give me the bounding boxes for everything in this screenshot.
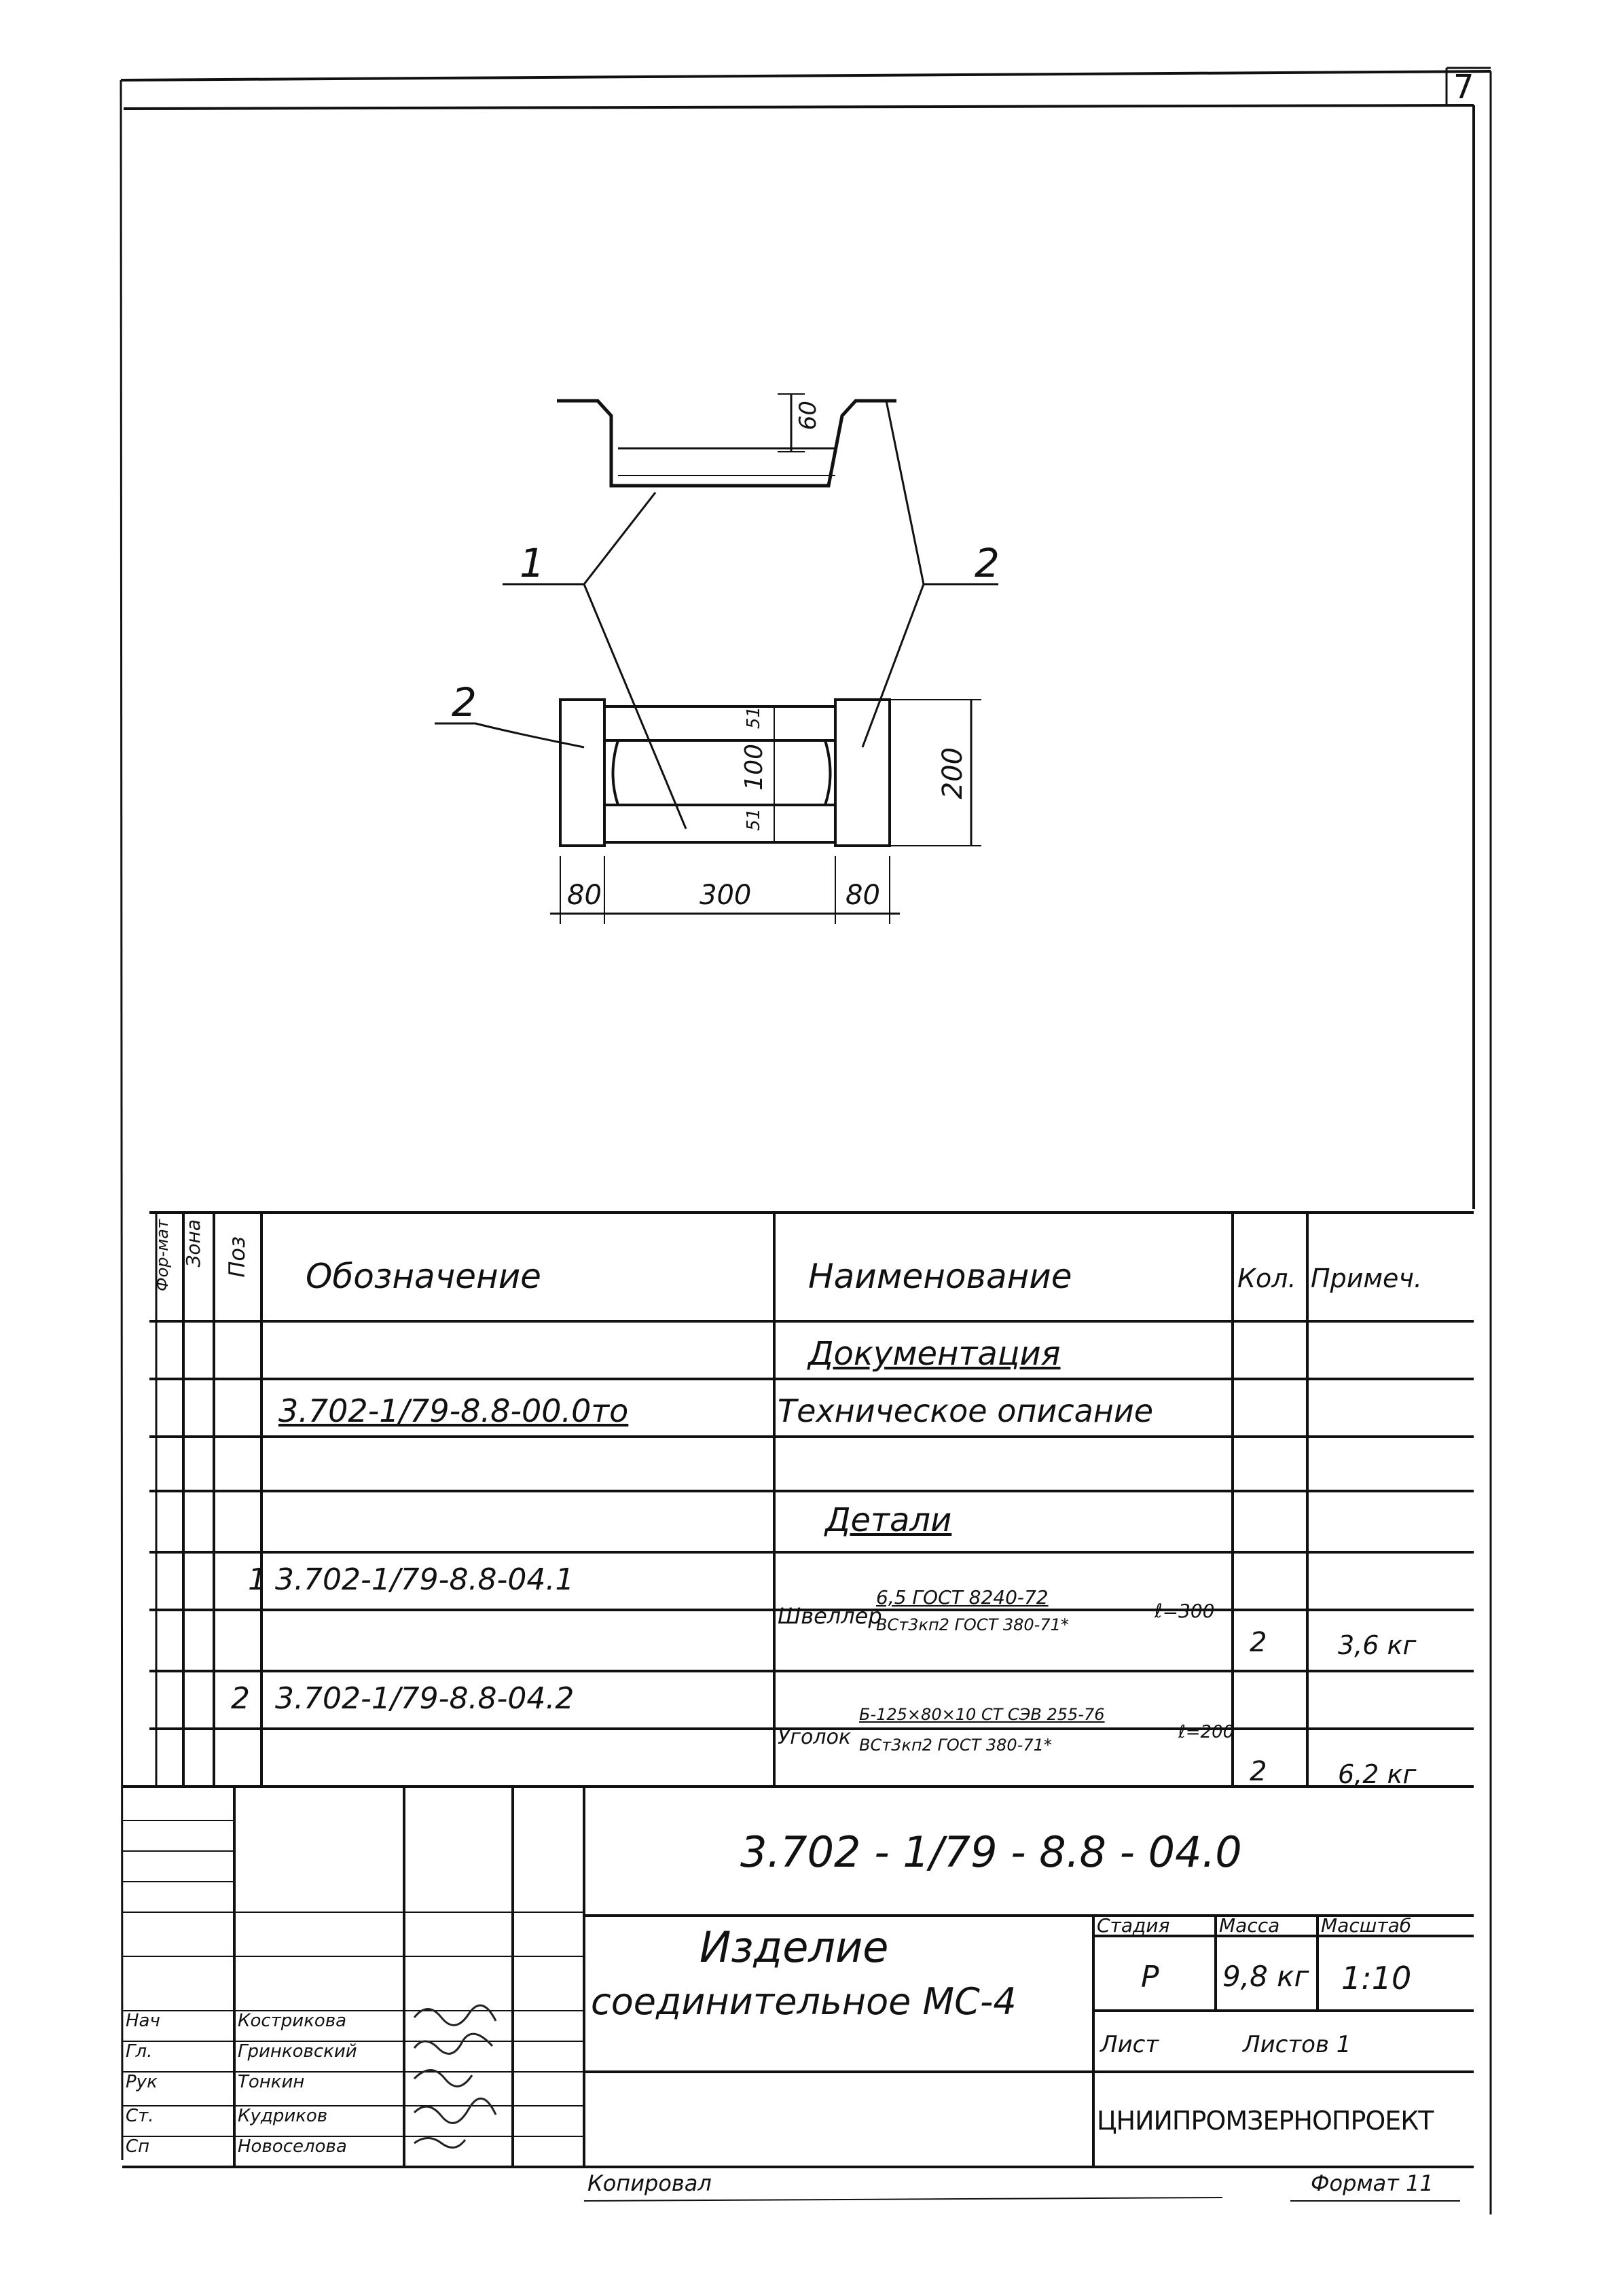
sig-role-3: Рук bbox=[126, 2072, 158, 2092]
dim-flange-height: 60 bbox=[795, 401, 822, 431]
product-name-line2: соединительное МС-4 bbox=[591, 1980, 1017, 2023]
sheet-label: Лист bbox=[1100, 2031, 1159, 2058]
sheets-label: Листов 1 bbox=[1243, 2031, 1351, 2058]
header-qty: Кол. bbox=[1237, 1263, 1296, 1293]
stage-value: Р bbox=[1141, 1960, 1159, 1994]
sig-name-3: Тонкин bbox=[238, 2072, 305, 2092]
header-format: Фор-мат bbox=[153, 1219, 172, 1292]
scale-label: Масштаб bbox=[1321, 1914, 1412, 1937]
mass-label: Масса bbox=[1219, 1914, 1280, 1937]
header-name: Наименование bbox=[808, 1257, 1072, 1296]
row1-designation: 3.702-1/79-8.8-04.1 bbox=[275, 1562, 575, 1597]
section-documentation: Документация bbox=[808, 1335, 1061, 1373]
callout-2-left: 2 bbox=[452, 679, 477, 725]
header-zone: Зона bbox=[182, 1219, 204, 1268]
sig-role-1: Нач bbox=[126, 2011, 160, 2031]
row1-name-prefix: Швеллер bbox=[778, 1603, 882, 1629]
row2-name-bottom: ВСт3кп2 ГОСТ 380-71* bbox=[859, 1736, 1052, 1755]
sig-name-1: Кострикова bbox=[238, 2011, 347, 2031]
row1-qty: 2 bbox=[1250, 1627, 1267, 1658]
sheet-number: 7 bbox=[1453, 68, 1474, 106]
sig-role-5: Сп bbox=[126, 2136, 150, 2157]
sig-name-4: Кудриков bbox=[238, 2106, 328, 2126]
doc-code: 3.702 - 1/79 - 8.8 - 04.0 bbox=[740, 1827, 1242, 1877]
row1-name-suffix: ℓ=300 bbox=[1155, 1600, 1215, 1622]
sig-role-4: Ст. bbox=[126, 2106, 154, 2126]
mass-value: 9,8 кг bbox=[1222, 1960, 1309, 1993]
sig-name-2: Гринковский bbox=[238, 2041, 357, 2062]
stage-label: Стадия bbox=[1097, 1914, 1170, 1937]
dim-small-bottom: 51 bbox=[744, 808, 764, 831]
row1-name-bottom: ВСт3кп2 ГОСТ 380-71* bbox=[876, 1615, 1069, 1634]
dim-left-part: 80 bbox=[567, 880, 602, 911]
row-doc-designation: 3.702-1/79-8.8-00.0то bbox=[278, 1393, 629, 1429]
row2-designation: 3.702-1/79-8.8-04.2 bbox=[275, 1681, 575, 1716]
sig-role-2: Гл. bbox=[126, 2041, 153, 2062]
callout-1: 1 bbox=[520, 540, 545, 586]
callout-2-top: 2 bbox=[975, 540, 1000, 586]
scale-value: 1:10 bbox=[1341, 1960, 1412, 1996]
header-note: Примеч. bbox=[1311, 1263, 1422, 1293]
row1-note: 3,6 кг bbox=[1338, 1630, 1417, 1660]
dim-middle: 300 bbox=[700, 880, 752, 911]
section-details: Детали bbox=[825, 1501, 952, 1539]
dim-plan-width: 200 bbox=[937, 747, 968, 800]
row2-pos: 2 bbox=[231, 1681, 250, 1716]
row-doc-name: Техническое описание bbox=[778, 1393, 1154, 1429]
footer-format: Формат 11 bbox=[1311, 2170, 1434, 2196]
dim-right-part: 80 bbox=[846, 880, 880, 911]
header-designation: Обозначение bbox=[306, 1257, 541, 1296]
row2-qty: 2 bbox=[1250, 1756, 1267, 1787]
product-name-line1: Изделие bbox=[700, 1922, 889, 1972]
organization: ЦНИИПРОМЗЕРНОПРОЕКТ bbox=[1097, 2106, 1434, 2136]
row1-name-top: 6,5 ГОСТ 8240-72 bbox=[876, 1586, 1049, 1609]
row2-note: 6,2 кг bbox=[1338, 1759, 1417, 1789]
row1-pos: 1 bbox=[248, 1562, 267, 1597]
sig-name-5: Новоселова bbox=[238, 2136, 347, 2157]
row2-name-top: Б-125×80×10 СТ СЭВ 255-76 bbox=[859, 1705, 1105, 1724]
dim-inner-height: 100 bbox=[740, 744, 768, 791]
row2-name-prefix: Уголок bbox=[778, 1725, 852, 1749]
row2-name-suffix: ℓ=200 bbox=[1178, 1722, 1235, 1742]
footer-copied: Копировал bbox=[587, 2170, 712, 2196]
dim-small-top: 51 bbox=[744, 706, 764, 730]
header-pos: Поз bbox=[224, 1236, 250, 1278]
